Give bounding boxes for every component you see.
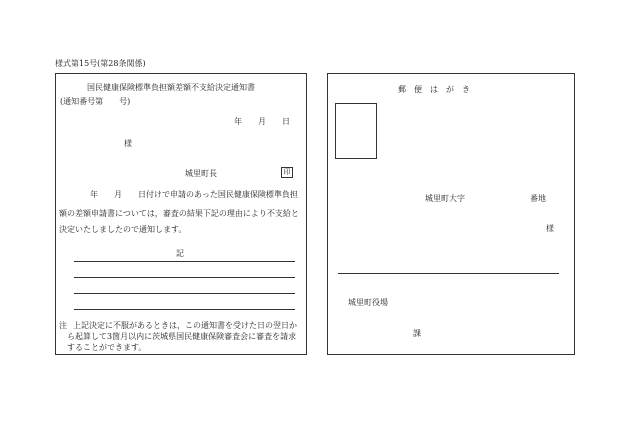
notice-title: 国民健康保険標準負担額差額不支給決定通知書 [87, 83, 255, 92]
ki-heading: 記 [176, 249, 184, 258]
note-line-2: ら起算して3箇月以内に茨城県国民健康保険審査会に審査を請求 [67, 332, 297, 341]
reason-line-4 [74, 309, 295, 310]
seal-mark: 印 [281, 167, 293, 178]
sender-name: 城里町長 [185, 169, 217, 178]
reason-line-1 [74, 261, 295, 262]
postcard-title: 郵 便 は が き [398, 85, 470, 94]
note-line-3: することができます。 [67, 343, 147, 352]
body-line-1: 年 月 日付けで申請のあった国民健康保険標準負担 [90, 190, 298, 199]
address-text: 城里町大字 [425, 194, 465, 203]
note-line-1: 上記決定に不服があるときは，この通知書を受けた日の翌日か [73, 321, 297, 330]
reason-line-3 [74, 293, 295, 294]
body-line-2: 額の差額申請書については，審査の結果下記の理由により不支給と [59, 209, 299, 218]
office-name: 城里町役場 [348, 298, 388, 307]
section-suffix: 課 [413, 329, 421, 338]
postcard-recipient-suffix: 様 [546, 224, 554, 233]
reason-line-2 [74, 277, 295, 278]
note-label: 注 [59, 321, 67, 330]
notice-date: 年 月 日 [234, 117, 290, 126]
notice-number: (通知番号第 号) [60, 97, 131, 106]
stamp-box [335, 103, 377, 159]
recipient-suffix: 様 [124, 139, 132, 148]
body-line-3: 決定いたしましたので通知します。 [59, 225, 187, 234]
postcard-divider [338, 273, 559, 274]
banchi-text: 番地 [530, 194, 546, 203]
form-number: 様式第15号(第28条関係) [55, 59, 146, 68]
